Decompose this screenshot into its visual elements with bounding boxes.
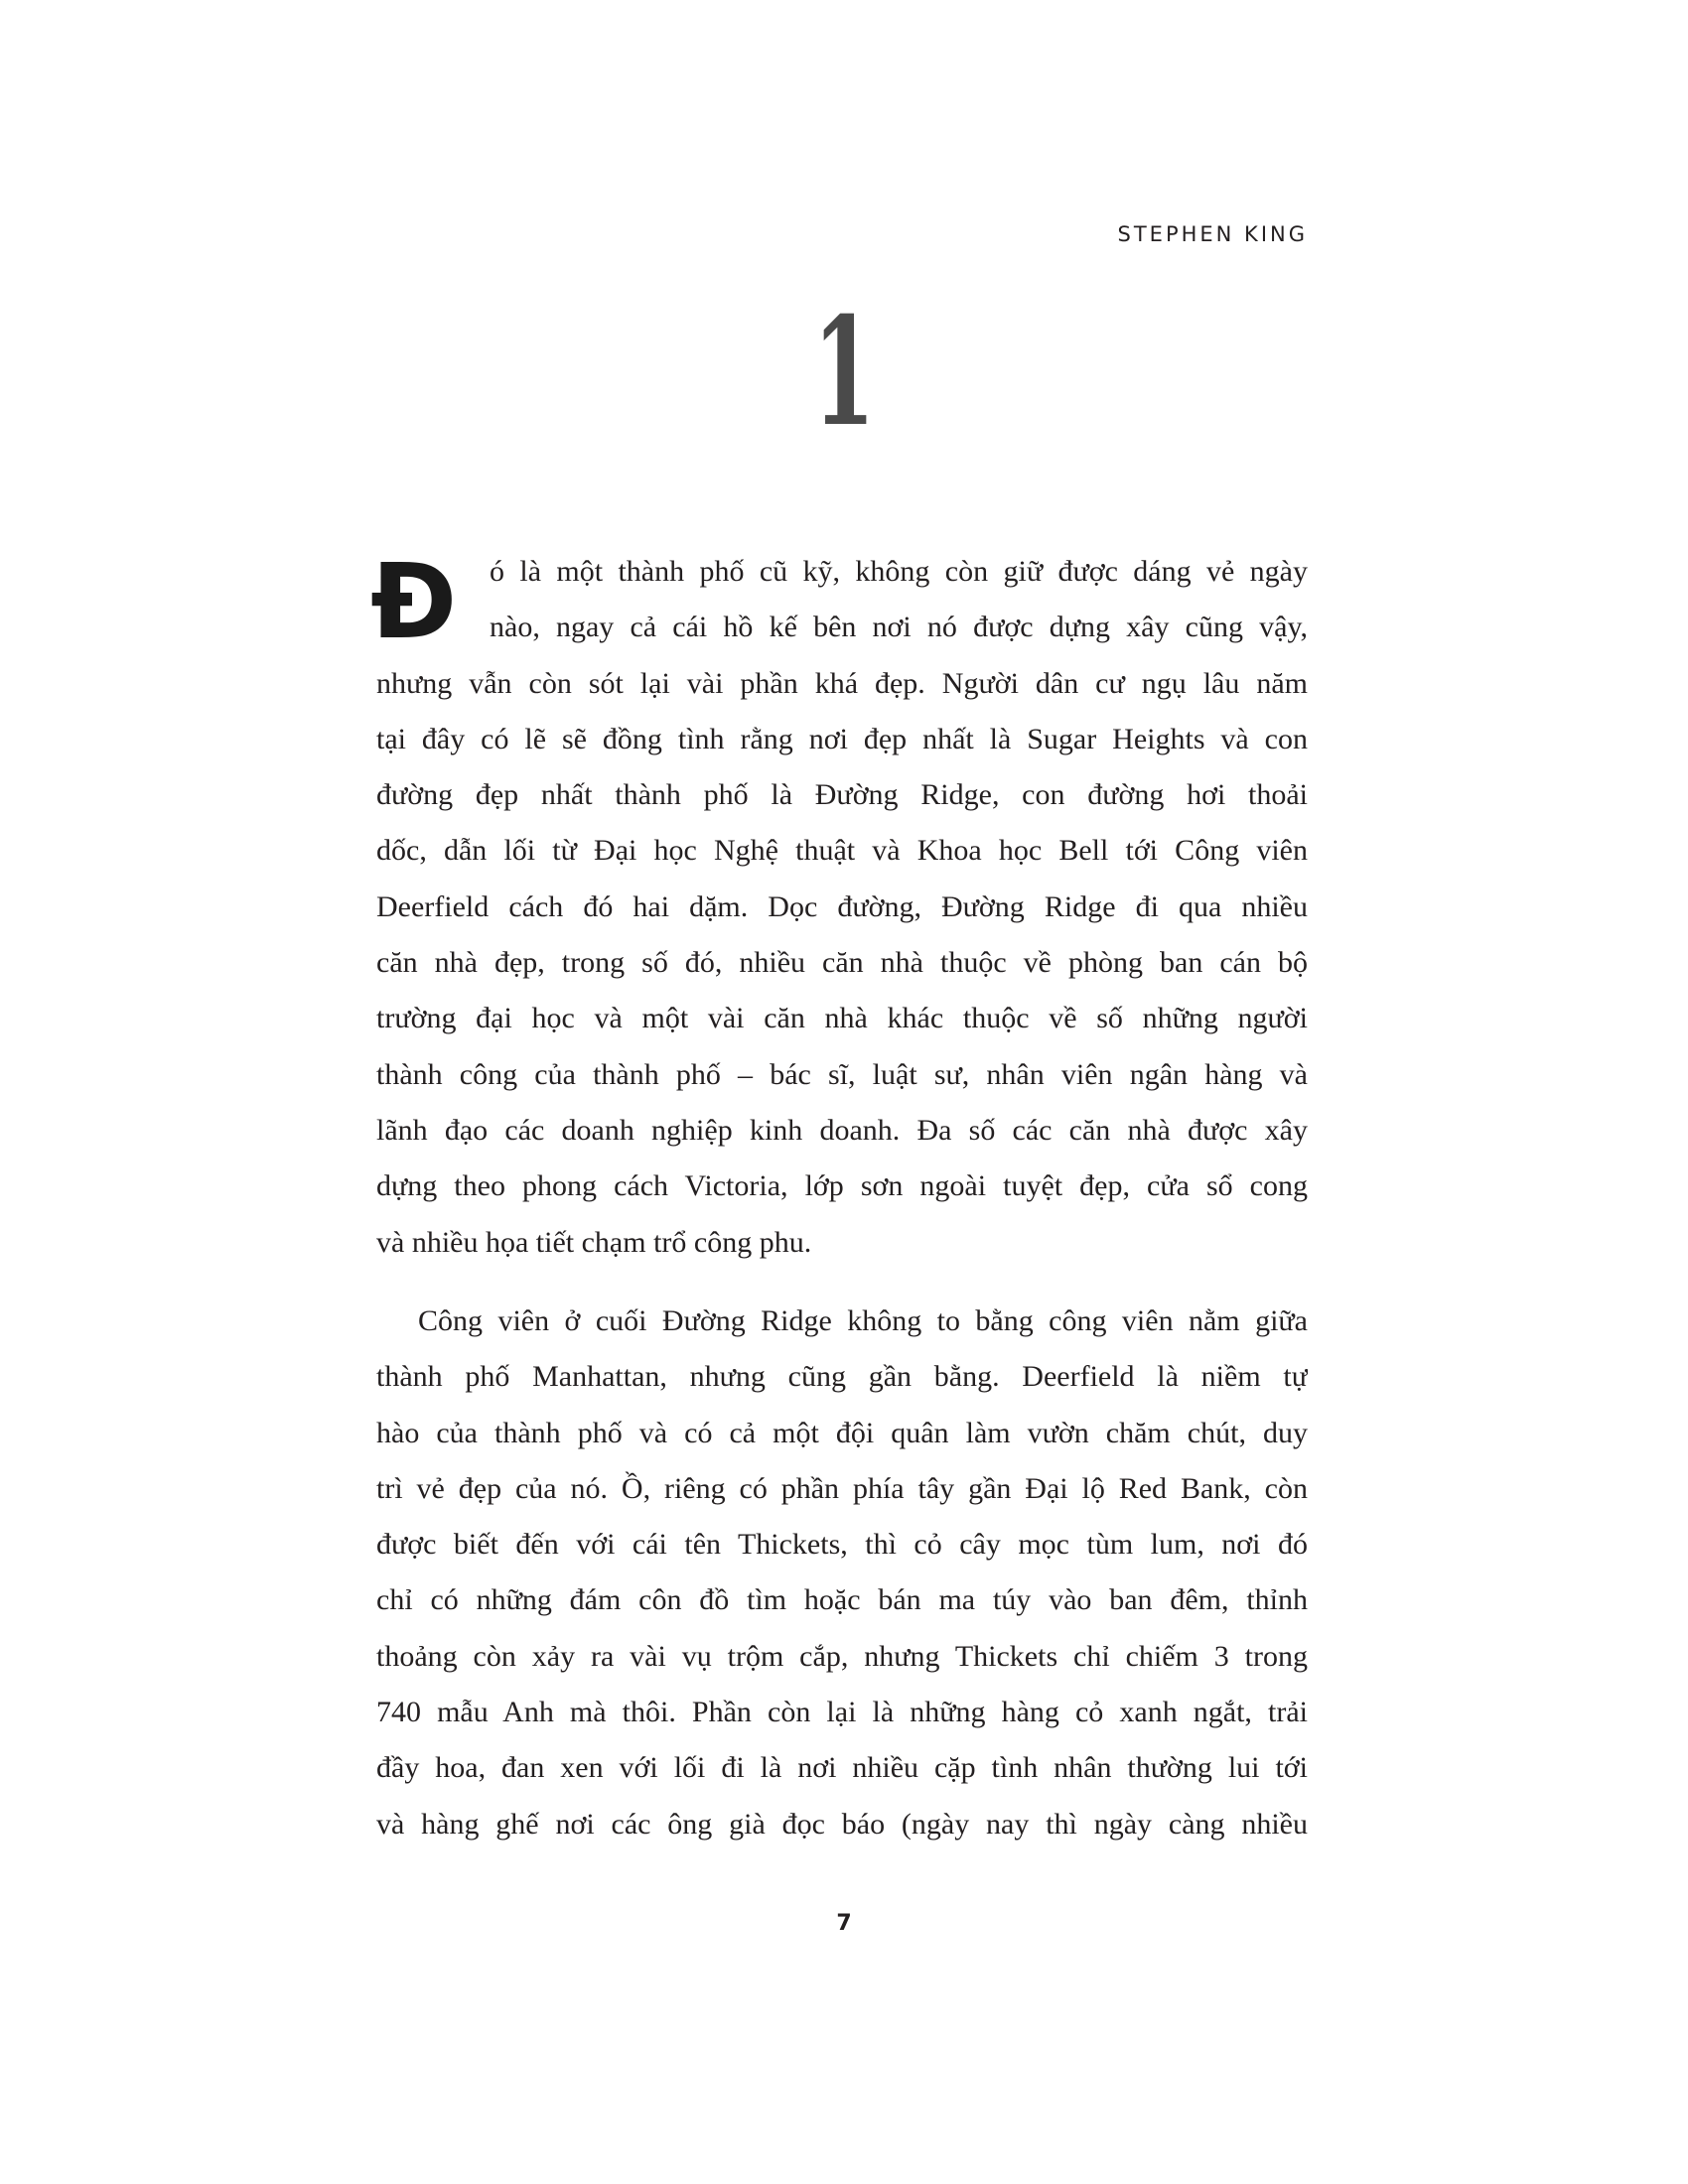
text-line: dựng theo phong cách Victoria, lớp sơn ngoài tuyệt đẹp, cửa sổ cong xyxy=(376,1169,1308,1203)
chapter-number: 1 xyxy=(812,285,876,460)
text-line: thành công của thành phố – bác sĩ, luật sư, nhân viên ngân hàng và xyxy=(376,1057,1308,1091)
text-line: dốc, dẫn lối từ Đại học Nghệ thuật và Khoa học Bell tới Công viên xyxy=(376,834,1308,868)
paragraph-2 xyxy=(376,1294,1308,1852)
text-line: hào của thành phố và có cả một đội quân làm vườn chăm chút, duy xyxy=(376,1416,1308,1449)
text-line: được biết đến với cái tên Thickets, thì cỏ cây mọc tùm lum, nơi đó xyxy=(376,1528,1308,1562)
text-line: đường đẹp nhất thành phố là Đường Ridge, con đường hơi thoải xyxy=(376,778,1308,812)
text-line: ó là một thành phố cũ kỹ, không còn giữ được dáng vẻ ngày xyxy=(490,555,1308,588)
text-line: căn nhà đẹp, trong số đó, nhiều căn nhà thuộc về phòng ban cán bộ xyxy=(376,946,1308,980)
drop-cap: Đ xyxy=(370,541,458,662)
text-line: lãnh đạo các doanh nghiệp kinh doanh. Đa số các căn nhà được xây xyxy=(376,1113,1308,1147)
text-line: nhưng vẫn còn sót lại vài phần khá đẹp. Người dân cư ngụ lâu năm xyxy=(376,666,1308,700)
text-line: thành phố Manhattan, nhưng cũng gần bằng. Deerfield là niềm tự xyxy=(376,1360,1308,1394)
running-head-author: STEPHEN KING xyxy=(1117,222,1308,246)
text-line: tại đây có lẽ sẽ đồng tình rằng nơi đẹp nhất là Sugar Heights và con xyxy=(376,722,1308,755)
text-line: nào, ngay cả cái hồ kế bên nơi nó được dựng xây cũng vậy, xyxy=(490,611,1308,644)
text-line: đầy hoa, đan xen với lối đi là nơi nhiều cặp tình nhân thường lui tới xyxy=(376,1751,1308,1785)
text-line: và nhiều họa tiết chạm trổ công phu. xyxy=(376,1225,812,1259)
text-line: thoảng còn xảy ra vài vụ trộm cắp, nhưng Thickets chỉ chiếm 3 trong xyxy=(376,1639,1308,1673)
text-line: và hàng ghế nơi các ông già đọc báo (ngày nay thì ngày càng nhiều xyxy=(376,1807,1308,1841)
paragraph-1 xyxy=(370,541,1308,1271)
text-line: 740 mẫu Anh mà thôi. Phần còn lại là những hàng cỏ xanh ngắt, trải xyxy=(376,1696,1308,1729)
text-line: Deerfield cách đó hai dặm. Dọc đường, Đường Ridge đi qua nhiều xyxy=(376,889,1308,923)
page-number: 7 xyxy=(836,1911,852,1936)
text-line: Công viên ở cuối Đường Ridge không to bằng công viên nằm giữa xyxy=(418,1304,1308,1337)
text-line: chỉ có những đám côn đồ tìm hoặc bán ma túy vào ban đêm, thỉnh xyxy=(376,1583,1308,1617)
text-line: trường đại học và một vài căn nhà khác thuộc về số những người xyxy=(376,1002,1308,1035)
text-line: trì vẻ đẹp của nó. Ồ, riêng có phần phía tây gần Đại lộ Red Bank, còn xyxy=(376,1471,1308,1505)
